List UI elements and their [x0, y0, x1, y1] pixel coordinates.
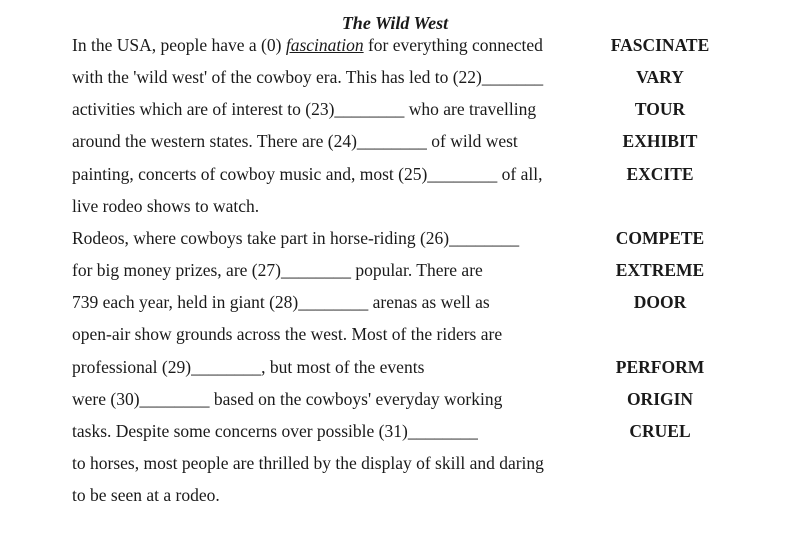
line-1-before: In the USA, people have a (0) — [72, 35, 286, 55]
word-vary: VARY — [636, 67, 684, 87]
page-title: The Wild West — [341, 13, 449, 33]
passage-line-10: open-air show grounds across the west. Most of the riders are — [72, 324, 503, 344]
word-compete: COMPETE — [615, 228, 705, 248]
passage-line-14: to horses, most people are thrilled by the display of skill and daring — [72, 453, 544, 473]
word-tour: TOUR — [634, 99, 686, 119]
passage-line-8: for big money prizes, are (27)________ popular. There are — [72, 260, 483, 280]
word-extreme: EXTREME — [615, 260, 705, 280]
word-fascinate: FASCINATE — [610, 35, 710, 55]
passage-line-11: professional (29)________, but most of the events — [72, 357, 425, 377]
passage-line-4: around the western states. There are (24)________ of wild west — [72, 131, 518, 151]
passage-line-3: activities which are of interest to (23)________ who are travelling — [72, 99, 537, 119]
passage-line-5: painting, concerts of cowboy music and, most (25)________ of all, — [72, 164, 543, 184]
example-answer: fascination — [285, 35, 364, 55]
line-1-after: for everything connected — [363, 35, 543, 55]
passage-line-9: 739 each year, held in giant (28)________ arenas as well as — [72, 292, 490, 312]
passage-line-15: to be seen at a rodeo. — [72, 485, 220, 505]
passage-line-7: Rodeos, where cowboys take part in horse-riding (26)________ — [72, 228, 520, 248]
passage-line-13: tasks. Despite some concerns over possible (31)________ — [72, 421, 478, 441]
word-door: DOOR — [633, 292, 687, 312]
word-excite: EXCITE — [626, 164, 694, 184]
word-exhibit: EXHIBIT — [622, 131, 698, 151]
word-perform: PERFORM — [615, 357, 705, 377]
passage-line-6: live rodeo shows to watch. — [72, 196, 260, 216]
passage-line-1 — [72, 34, 543, 56]
word-cruel: CRUEL — [629, 421, 691, 441]
passage-line-2: with the 'wild west' of the cowboy era. This has led to (22)_______ — [72, 67, 544, 87]
word-origin: ORIGIN — [626, 389, 694, 409]
passage-line-12: were (30)________ based on the cowboys' everyday working — [72, 389, 503, 409]
